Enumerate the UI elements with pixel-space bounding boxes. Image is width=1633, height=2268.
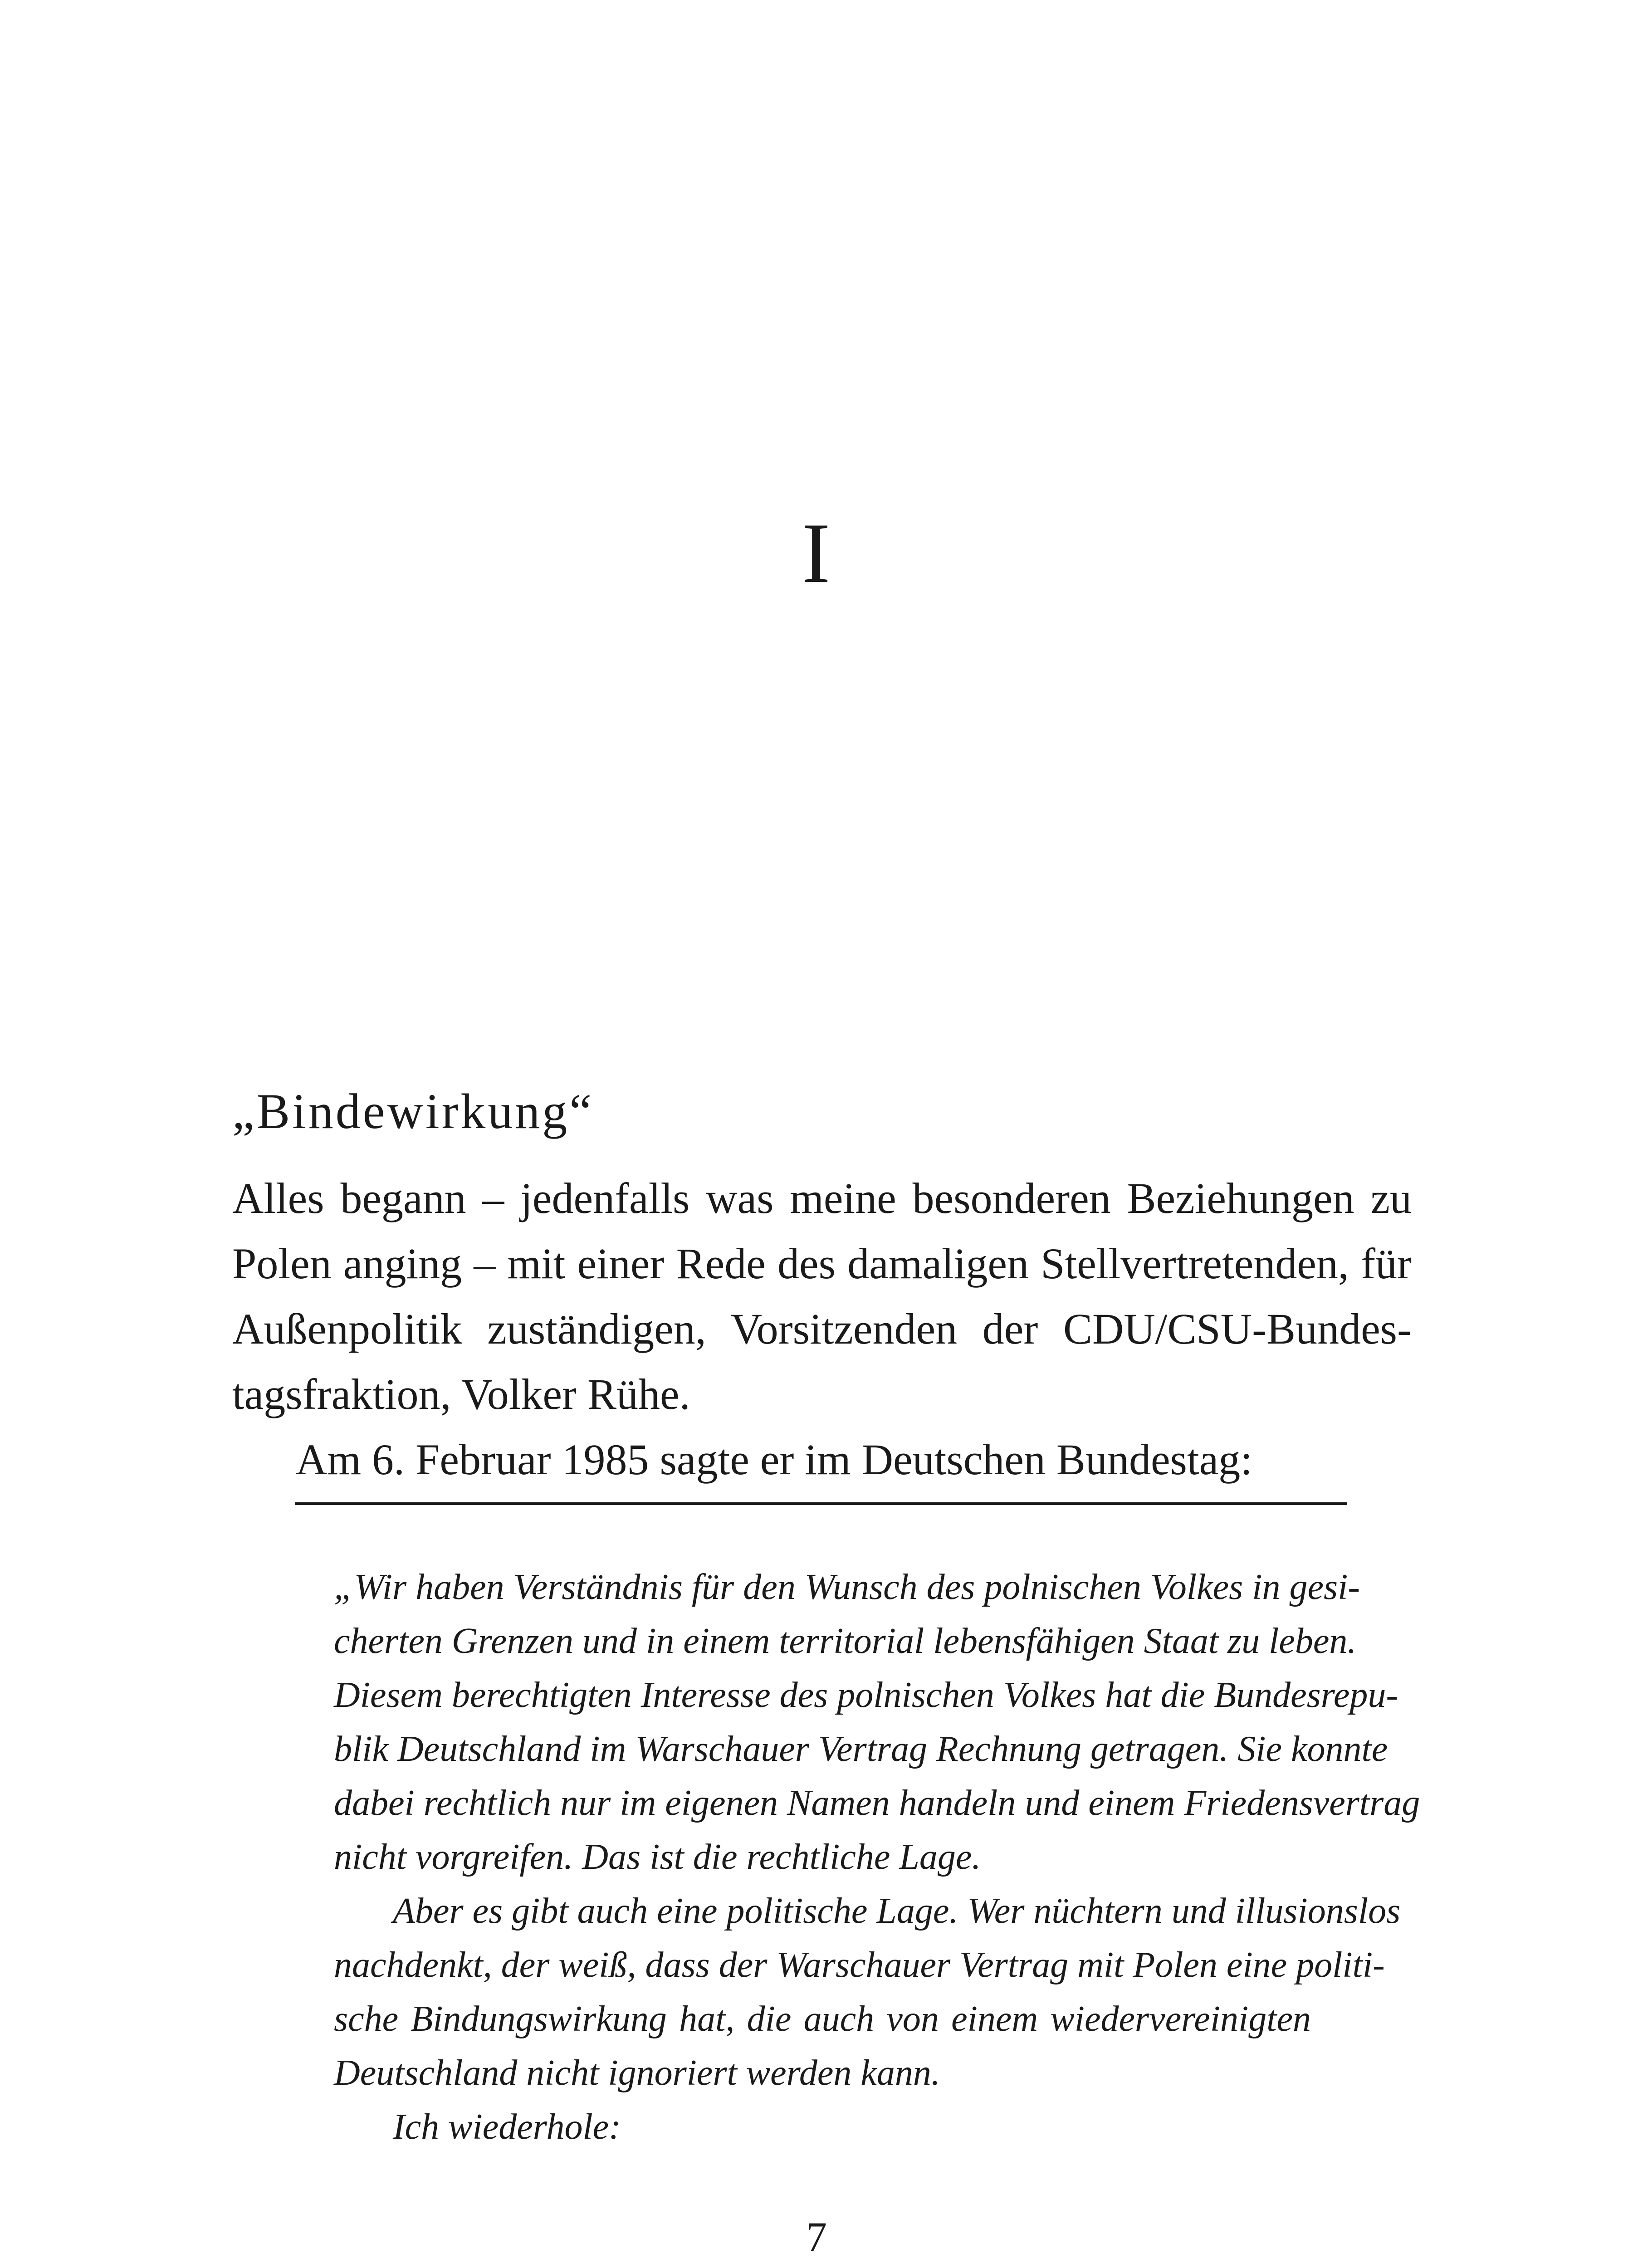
quote-line: Aber es gibt auch eine politische Lage. Wer nüchtern und illusionslos [393,1891,1401,1931]
quote-divider [295,1502,1347,1505]
quote-line: Diesem berechtigten Interesse des polnischen Volkes hat die Bundesrepu- [334,1675,1398,1715]
quote-line: „Wir haben Verständnis für den Wunsch des polnischen Volkes in gesi- [334,1567,1360,1607]
quote-line: Deutschland nicht ignoriert werden kann. [334,2053,940,2093]
body-line: Außenpolitik zuständigen, Vorsitzenden der CDU/CSU-Bundes- [232,1305,1412,1353]
quote-line: blik Deutschland im Warschauer Vertrag Rechnung getragen. Sie konnte [334,1729,1388,1769]
quote-line: nicht vorgreifen. Das ist die rechtliche Lage. [334,1837,981,1877]
quote-line: sche Bindungswirkung hat, die auch von einem wiedervereinigten [334,1999,1311,2039]
chapter-numeral: I [802,506,831,601]
quote-line: dabei rechtlich nur im eigenen Namen handeln und einem Friedensvertrag [334,1783,1420,1823]
quote-line: Ich wiederhole: [393,2107,621,2147]
body-text [232,1166,1412,1492]
quote-line: cherten Grenzen und in einem territorial lebensfähigen Staat zu leben. [334,1621,1357,1661]
body-line: Alles begann – jedenfalls was meine besonderen Beziehungen zu [232,1174,1412,1222]
body-paragraph: Am 6. Februar 1985 sagte er im Deutschen Bundestag: [296,1435,1252,1484]
section-title: „Bindewirkung“ [232,1084,594,1139]
quote-line: nachdenkt, der weiß, dass der Warschauer Vertrag mit Polen eine politi- [334,1945,1385,1985]
block-quote [334,1560,1420,2154]
body-line: Polen anging – mit einer Rede des damaligen Stellvertretenden, für [232,1239,1412,1288]
body-line: tagsfraktion, Volker Rühe. [232,1370,690,1418]
page-number: 7 [806,2214,827,2260]
